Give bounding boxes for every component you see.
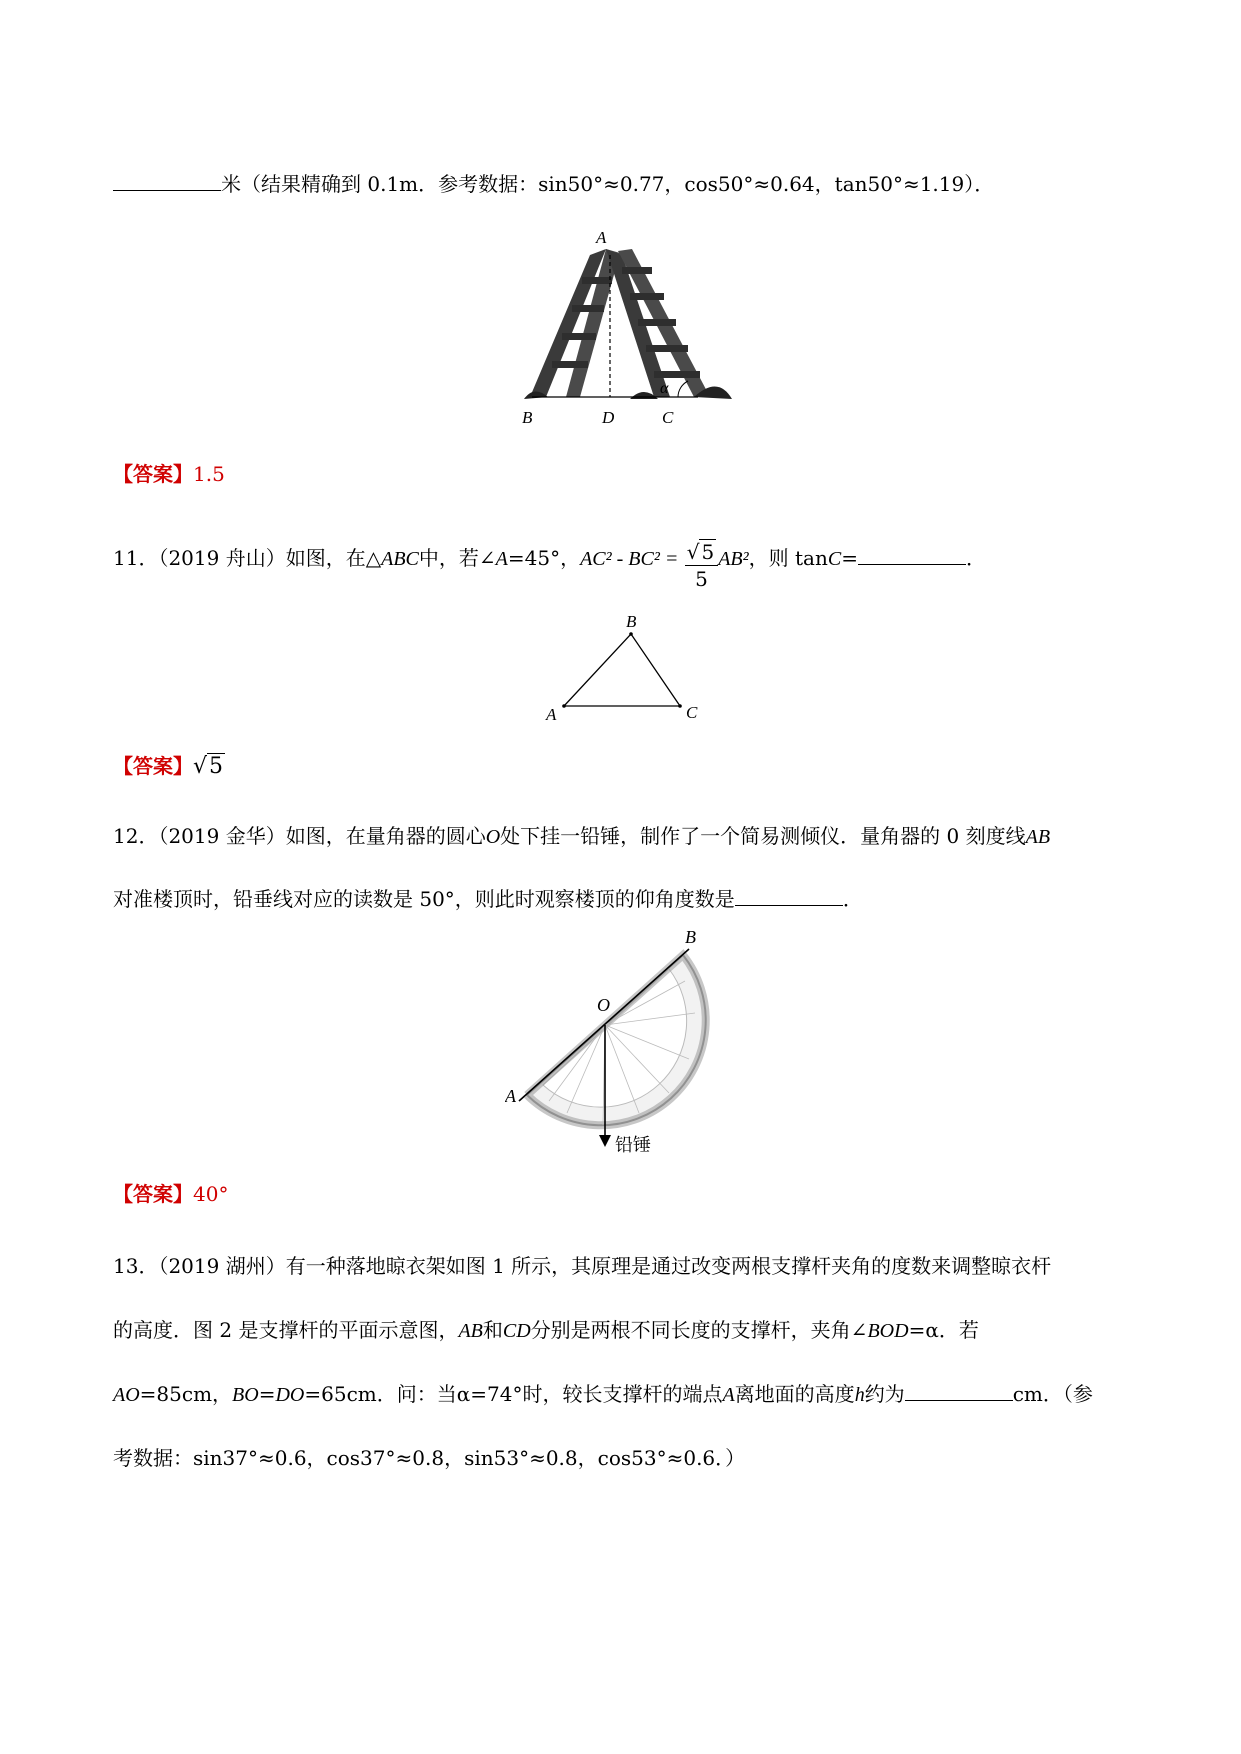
protractor-label-o: O <box>597 995 610 1015</box>
q13-line3-e: 约为 <box>864 1382 905 1406</box>
q13-line3-d: 离地面的高度 <box>734 1382 855 1406</box>
triangle-label-c: C <box>686 703 698 720</box>
q10-answer-blank <box>113 172 221 191</box>
q12-line2 <box>113 885 863 913</box>
q13-number: 13． <box>113 1254 159 1278</box>
ladder-label-c: C <box>662 408 674 427</box>
answer-label: 【答案】 <box>113 754 193 778</box>
q13-line2-b: 和 <box>482 1318 503 1342</box>
q13-line2-c: 分别是两根不同长度的支撑杆，夹角∠ <box>530 1318 868 1342</box>
q10-tail-line <box>113 170 994 198</box>
q11-eq: = <box>841 546 858 570</box>
q12-line1 <box>113 822 1050 851</box>
q13-var-do: DO <box>275 1384 305 1406</box>
q12-var-o: O <box>485 826 501 848</box>
q11-var-a: A <box>495 548 508 570</box>
q13-var-ab: AB <box>458 1320 483 1342</box>
triangle-figure <box>530 610 710 720</box>
q12-number: 12． <box>113 824 159 848</box>
q10-answer <box>113 460 225 488</box>
point-a <box>562 704 566 708</box>
q12-answer <box>113 1180 228 1208</box>
ladder-figure <box>510 225 735 430</box>
answer-label: 【答案】 <box>113 462 193 486</box>
q13-line2-d: =α．若 <box>908 1318 979 1342</box>
q11-var-abc: ABC <box>381 548 419 570</box>
q13-line3-f: cm．（参 <box>1012 1382 1093 1406</box>
answer-value: 40° <box>193 1182 229 1206</box>
q11-frac-num: √ 5 <box>685 539 718 566</box>
point-c <box>678 704 682 708</box>
protractor-label-b: B <box>685 927 696 947</box>
q11-fraction <box>685 539 718 592</box>
q12-source: （2019 金华） <box>158 824 286 848</box>
q11-answer-blank <box>858 546 966 565</box>
q13-line3-a: =85cm， <box>139 1382 233 1406</box>
q13-line4 <box>113 1444 745 1472</box>
q12-answer-blank <box>735 887 843 906</box>
triangle-label-b: B <box>626 612 637 631</box>
ladder-label-b: B <box>522 408 533 427</box>
q13-var-bo: BO <box>232 1384 259 1406</box>
q11-var-c: C <box>827 548 842 570</box>
q11-angle-val: =45°， <box>507 546 581 570</box>
q12-var-ab: AB <box>1025 826 1051 848</box>
triangle-abc <box>564 634 680 706</box>
protractor-label-a: A <box>505 1086 516 1106</box>
answer-sqrt: √5 <box>193 754 224 779</box>
q11-text-mid: 中，若∠ <box>418 546 496 570</box>
q13-var-bod: BOD <box>867 1320 909 1342</box>
q11-end: ． <box>965 546 986 570</box>
triangle-label-a: A <box>546 705 557 720</box>
q11-expr-right: AB² <box>718 548 749 570</box>
plumb-arrow <box>599 1135 611 1147</box>
q13-line1-text: 有一种落地晾衣架如图 1 所示，其原理是通过改变两根支撑杆夹角的度数来调整晾衣杆 <box>285 1254 1052 1278</box>
q12-line2-end: ． <box>842 887 863 911</box>
protractor-figure <box>505 925 730 1155</box>
ladder-label-a: A <box>596 228 607 247</box>
answer-value: 1.5 <box>193 462 225 486</box>
q11-source: （2019 舟山） <box>158 546 286 570</box>
answer-label: 【答案】 <box>113 1182 193 1206</box>
q13-line2 <box>113 1316 979 1345</box>
q11-text-after: ，则 tan <box>748 546 828 570</box>
q13-line1 <box>113 1252 1051 1280</box>
q11-number: 11． <box>113 546 159 570</box>
q12-line1-a: 如图，在量角器的圆心 <box>285 824 486 848</box>
q13-line2-a: 的高度．图 2 是支撑杆的平面示意图， <box>113 1318 459 1342</box>
q11-answer <box>113 752 225 781</box>
q10-tail-text: 米（结果精确到 0.1m．参考数据：sin50°≈0.77，cos50°≈0.64，tan50°≈1.19）． <box>221 172 995 196</box>
ladder-label-d: D <box>602 408 615 427</box>
q13-var-a: A <box>722 1384 735 1406</box>
q11-frac-den: 5 <box>695 567 708 591</box>
q13-line3-b: = <box>258 1382 276 1406</box>
q11-text-before: 如图，在△ <box>285 546 382 570</box>
q13-line3 <box>113 1380 1093 1409</box>
q11-expr-left: AC² - BC² = <box>580 548 679 570</box>
q13-var-cd: CD <box>502 1320 531 1342</box>
q12-line1-b: 处下挂一铅锤，制作了一个简易测倾仪．量角器的 0 刻度线 <box>500 824 1026 848</box>
q13-line3-c: =65cm．问：当α=74°时，较长支撑杆的端点 <box>304 1382 723 1406</box>
q13-source: （2019 湖州） <box>158 1254 286 1278</box>
q13-answer-blank <box>905 1382 1013 1401</box>
q13-var-ao: AO <box>113 1384 140 1406</box>
protractor-label-weight: 铅锤 <box>615 1135 651 1155</box>
point-b <box>629 632 633 636</box>
q11-line <box>113 533 986 591</box>
q12-line2-a: 对准楼顶时，铅垂线对应的读数是 50°，则此时观察楼顶的仰角度数是 <box>113 887 735 911</box>
angle-alpha-arc <box>678 381 688 397</box>
q13-line4-text: 考数据：sin37°≈0.6，cos37°≈0.8，sin53°≈0.8，cos53°≈0.6．） <box>113 1446 746 1470</box>
q13-var-h: h <box>854 1384 865 1406</box>
angle-alpha-label: α <box>660 380 669 397</box>
